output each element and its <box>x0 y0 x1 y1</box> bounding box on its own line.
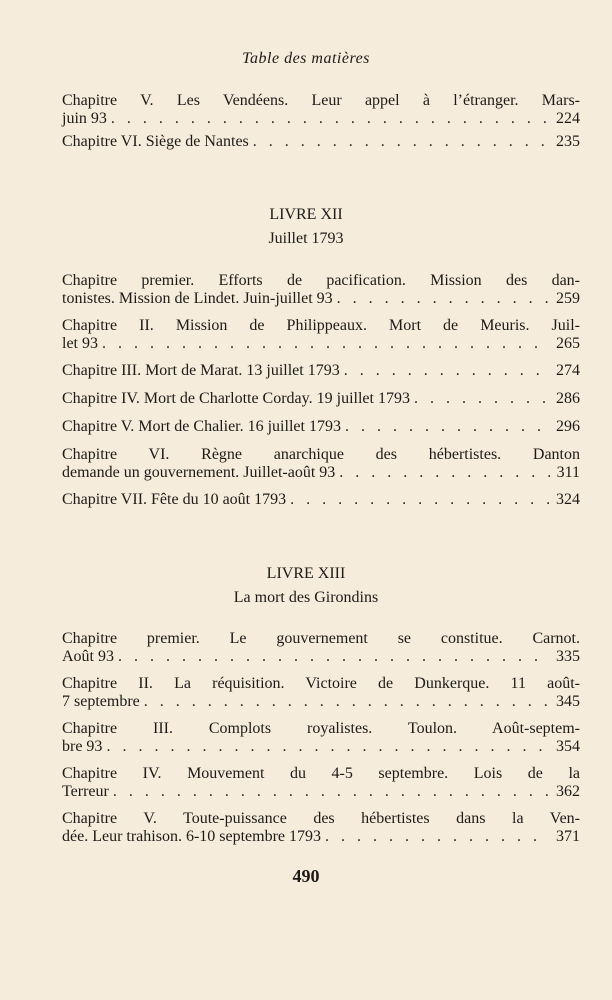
dot-leader <box>118 648 550 666</box>
toc-entry <box>62 491 580 509</box>
page-number: 324 <box>556 491 580 508</box>
entry-text: tonistes. Mission de Lindet. Juin-juillet 93 <box>62 290 333 307</box>
toc-entry <box>62 92 580 128</box>
entry-text: Terreur <box>62 783 109 800</box>
page-number: 265 <box>556 335 580 352</box>
entry-line: Chapitre premier. Efforts de pacification. Mission des dan- <box>62 272 580 289</box>
page-number: 235 <box>556 133 580 150</box>
dot-leader <box>290 491 550 509</box>
entry-line: Chapitre V. Toute-puissance des hébertistes dans la Ven- <box>62 810 580 827</box>
toc-entry <box>62 765 580 801</box>
entry-last-line <box>62 464 580 482</box>
toc-entry <box>62 418 580 436</box>
entry-line: Chapitre VI. Règne anarchique des hébertistes. Danton <box>62 446 580 463</box>
entry-last-line <box>62 693 580 711</box>
entry-last-line <box>62 133 580 151</box>
toc-entry <box>62 720 580 756</box>
toc-entry <box>62 133 580 151</box>
entry-last-line <box>62 290 580 308</box>
page-number: 224 <box>556 110 580 127</box>
entry-last-line <box>62 648 580 666</box>
entry-text: let 93 <box>62 335 98 352</box>
entry-line: Chapitre III. Complots royalistes. Toulon. Août-septem- <box>62 720 580 737</box>
page-number: 286 <box>556 390 580 407</box>
entry-last-line <box>62 738 580 756</box>
dot-leader <box>339 464 550 482</box>
entry-last-line <box>62 362 580 380</box>
dot-leader <box>253 133 550 151</box>
page-number: 362 <box>556 783 580 800</box>
toc-entry <box>62 317 580 353</box>
livre-title: LIVRE XII <box>269 206 343 223</box>
entry-line: Chapitre IV. Mouvement du 4-5 septembre. Lois de la <box>62 765 580 782</box>
dot-leader <box>113 783 550 801</box>
toc-entry <box>62 630 580 666</box>
entry-last-line <box>62 783 580 801</box>
livre-heading <box>0 562 612 610</box>
entry-text: Chapitre III. Mort de Marat. 13 juillet 1793 <box>62 362 340 379</box>
entry-text: bre 93 <box>62 738 103 755</box>
entry-text: demande un gouvernement. Juillet-août 93 <box>62 464 336 481</box>
dot-leader <box>345 418 550 436</box>
page-number: 371 <box>556 828 580 845</box>
page-number: 345 <box>556 693 580 710</box>
entry-last-line <box>62 418 580 436</box>
entry-text: Août 93 <box>62 648 114 665</box>
entry-line: Chapitre V. Les Vendéens. Leur appel à l’étranger. Mars- <box>62 92 580 109</box>
dot-leader <box>414 390 550 408</box>
livre-title: LIVRE XIII <box>266 565 346 582</box>
entry-last-line <box>62 110 580 128</box>
page-number: 274 <box>556 362 580 379</box>
entry-text: 7 septembre <box>62 693 140 710</box>
entry-text: Chapitre VI. Siège de Nantes <box>62 133 249 150</box>
entry-last-line <box>62 335 580 353</box>
entry-line: Chapitre II. La réquisition. Victoire de Dunkerque. 11 août- <box>62 675 580 692</box>
entry-text: Chapitre VII. Fête du 10 août 1793 <box>62 491 287 508</box>
entry-last-line <box>62 491 580 509</box>
dot-leader <box>344 362 550 380</box>
page-number: 335 <box>556 648 580 665</box>
toc-entry <box>62 675 580 711</box>
entry-last-line <box>62 828 580 846</box>
livre-subtitle: La mort des Girondins <box>233 589 379 606</box>
dot-leader <box>144 693 550 711</box>
dot-leader <box>102 335 550 353</box>
entry-text: juin 93 <box>62 110 107 127</box>
toc-entry <box>62 810 580 846</box>
entry-text: Chapitre IV. Mort de Charlotte Corday. 19 juillet 1793 <box>62 390 410 407</box>
toc-entry <box>62 446 580 482</box>
entry-line: Chapitre premier. Le gouvernement se constitue. Carnot. <box>62 630 580 647</box>
entry-line: Chapitre II. Mission de Philippeaux. Mort de Meuris. Juil- <box>62 317 580 334</box>
toc-entry <box>62 362 580 380</box>
livre-heading <box>0 203 612 251</box>
toc-entry <box>62 272 580 308</box>
page-number: 296 <box>556 418 580 435</box>
dot-leader <box>337 290 550 308</box>
page-number: 259 <box>556 290 580 307</box>
page-number: 311 <box>556 464 580 481</box>
running-head: Table des matières <box>242 50 370 67</box>
dot-leader <box>106 738 550 756</box>
entry-text: Chapitre V. Mort de Chalier. 16 juillet 1793 <box>62 418 341 435</box>
toc-entry <box>62 390 580 408</box>
page-folio: 490 <box>292 866 320 886</box>
entry-text: dée. Leur trahison. 6-10 septembre 1793 <box>62 828 322 845</box>
entry-last-line <box>62 390 580 408</box>
dot-leader <box>111 110 550 128</box>
page-number: 354 <box>556 738 580 755</box>
livre-subtitle: Juillet 1793 <box>268 230 344 247</box>
dot-leader <box>325 828 550 846</box>
